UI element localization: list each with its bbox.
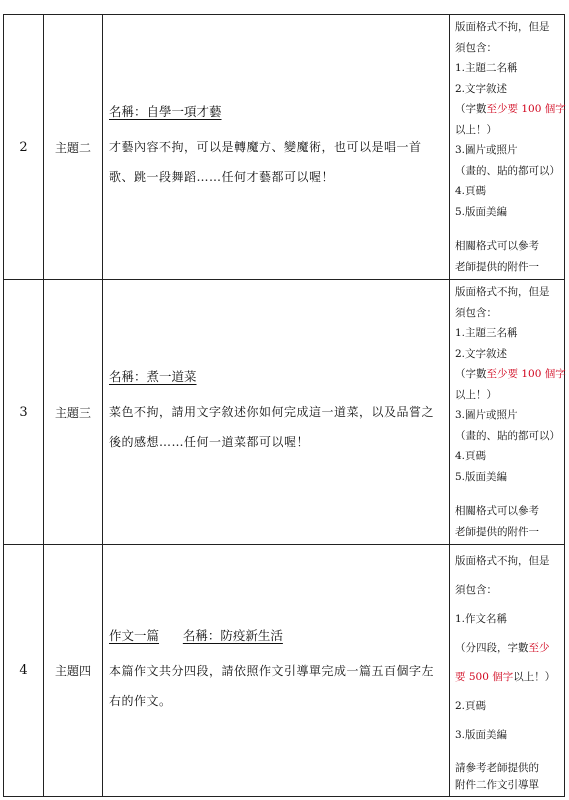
row-number: 4 xyxy=(4,545,44,797)
req-line: （畫的、貼的都可以） xyxy=(455,429,560,442)
theme-title-text: 作文一篇 xyxy=(109,627,160,643)
req-text: （分四段，字數 xyxy=(455,642,529,654)
table-row xyxy=(4,280,565,545)
req-text: （字數 xyxy=(455,368,487,380)
theme-title xyxy=(109,626,443,644)
req-line: （畫的、貼的都可以） xyxy=(455,164,560,177)
req-line: 4.頁碼 xyxy=(455,450,487,462)
req-line: 1.作文名稱 xyxy=(455,613,508,625)
req-line: 5.版面美編 xyxy=(455,470,508,483)
spacer xyxy=(455,750,560,760)
req-line: 4.頁碼 xyxy=(455,185,487,197)
theme-title-name: 名稱：防疫新生活 xyxy=(182,627,283,643)
req-line: 以上！） xyxy=(455,123,497,136)
req-note: 老師提供的附件一 xyxy=(455,260,539,273)
req-line: 2.文字敘述 xyxy=(455,82,508,95)
requirements-cell xyxy=(450,545,565,797)
theme-label: 主題三 xyxy=(44,280,103,545)
table-row xyxy=(4,15,565,280)
req-line: 以上！） xyxy=(455,388,497,401)
req-line: 須包含： xyxy=(455,306,497,319)
req-line: 版面格式不拘，但是 xyxy=(455,286,550,298)
req-line: 1.主題三名稱 xyxy=(455,327,518,339)
req-text: 以上！） xyxy=(513,671,556,683)
requirements-cell xyxy=(450,15,565,280)
req-line xyxy=(455,634,560,663)
req-line: 5.版面美編 xyxy=(455,205,508,218)
req-note: 請參考老師提供的 xyxy=(455,762,539,774)
theme-title-text: 名稱：自學一項才藝 xyxy=(109,104,222,119)
req-note: 相關格式可以參考 xyxy=(455,240,539,252)
row-number: 3 xyxy=(4,280,44,545)
theme-title xyxy=(109,367,443,385)
theme-description: 本篇作文共分四段，請依照作文引導單完成一篇五百個字左右的作文。 xyxy=(109,663,435,708)
req-line: 版面格式不拘，但是 xyxy=(455,21,550,33)
spacer xyxy=(455,487,560,501)
description-cell xyxy=(103,280,450,545)
req-line: 3.版面美編 xyxy=(455,729,508,741)
req-highlight: 至少要 100 個字 xyxy=(486,103,566,115)
req-line: 須包含： xyxy=(455,584,497,596)
theme-table xyxy=(3,14,565,797)
req-highlight: 要 500 個字 xyxy=(455,671,514,683)
req-line: 版面格式不拘，但是 xyxy=(455,555,550,567)
req-line xyxy=(455,99,566,120)
req-line: 須包含： xyxy=(455,41,497,54)
req-line: 3.圖片或照片 xyxy=(455,409,518,421)
theme-label: 主題二 xyxy=(44,15,103,280)
req-note: 老師提供的附件一 xyxy=(455,525,539,538)
theme-description: 才藝內容不拘，可以是轉魔方、變魔術，也可以是唱一首歌、跳一段舞蹈……任何才藝都可以喔！ xyxy=(109,140,422,184)
theme-title xyxy=(109,102,443,120)
req-line: 2.文字敘述 xyxy=(455,347,508,360)
req-line: 3.圖片或照片 xyxy=(455,144,518,156)
theme-description: 菜色不拘，請用文字敘述你如何完成這一道菜，以及品嘗之後的感想……任何一道菜都可以喔！ xyxy=(109,405,435,449)
req-line: 1.主題二名稱 xyxy=(455,62,518,74)
req-note: 附件二作文引導單 xyxy=(455,779,539,791)
req-text: （字數 xyxy=(455,103,487,115)
table-row xyxy=(4,545,565,797)
req-line: 2.頁碼 xyxy=(455,700,487,712)
description-cell xyxy=(103,15,450,280)
row-number: 2 xyxy=(4,15,44,280)
req-highlight: 至少要 100 個字 xyxy=(486,368,566,380)
req-line xyxy=(455,364,566,385)
description-cell xyxy=(103,545,450,797)
theme-title-text: 名稱：煮一道菜 xyxy=(109,369,197,384)
theme-label: 主題四 xyxy=(44,545,103,797)
spacer xyxy=(455,222,560,236)
req-line xyxy=(455,663,560,692)
req-highlight: 至少 xyxy=(528,642,550,654)
requirements-cell xyxy=(450,280,565,545)
req-note: 相關格式可以參考 xyxy=(455,505,539,517)
